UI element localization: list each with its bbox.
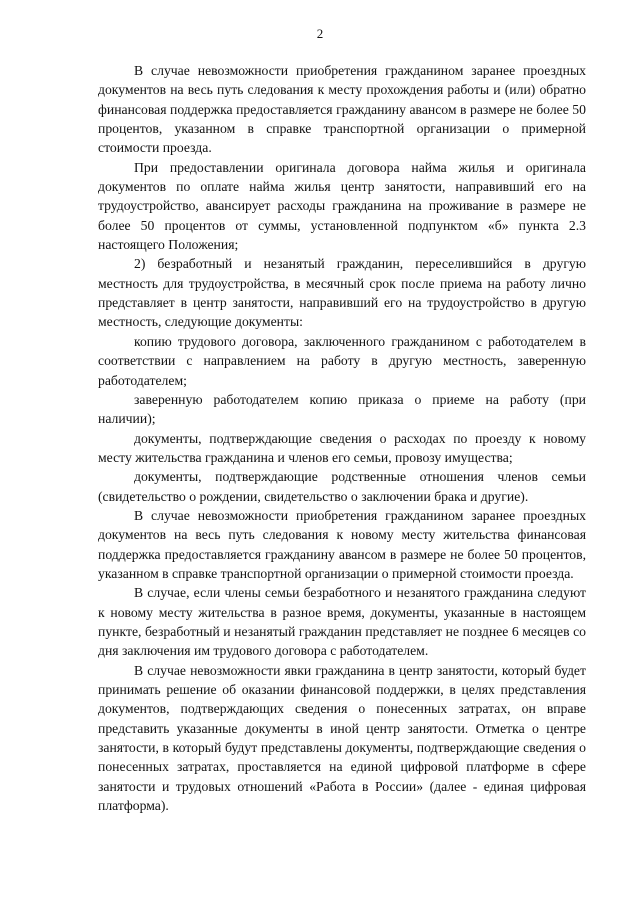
- paragraph-employment-contract-copy: копию трудового договора, заключенного гражданином с работодателем в соответствии с направлением на работу в другую местность, заверенную работодателем;: [98, 333, 586, 388]
- paragraph-advance-travel-work: В случае невозможности приобретения гражданином заранее проездных документов на весь путь следования к месту прохождения работы и (или) обратно финансовая поддержка предоставляется гражданину авансом в размере не более 50 процентов, указанном в справке транспортной организации о примерной стоимости проезда.: [98, 63, 586, 156]
- paragraph-hiring-order-copy: заверенную работодателем копию приказа о приеме на работу (при наличии);: [98, 391, 586, 427]
- paragraph-family-relation-documents: документы, подтверждающие родственные отношения членов семьи (свидетельство о рождении, свидетельство о заключении брака и другие).: [98, 469, 586, 504]
- document-body: [98, 61, 586, 815]
- paragraph-advance-travel-residence: В случае невозможности приобретения гражданином заранее проездных документов на весь путь следования к новому месту жительства финансовая поддержка предоставляется гражданину авансом в размере не более 50 процентов, указанном в справке транспортной организации о примерной стоимости проезда.: [98, 507, 586, 581]
- paragraph-item-2-documents: 2) безработный и незанятый гражданин, переселившийся в другую местность для трудоустройства, в месячный срок после приема на работу лично представляет в центр занятости, направивший его на трудоустройство в другую местность, следующие документы:: [98, 256, 586, 330]
- page-number: 2: [316, 26, 324, 41]
- paragraph-family-separate-travel: В случае, если члены семьи безработного и незанятого гражданина следуют к новому месту жительства в разное время, документы, указанные в настоящем пункте, безработный и незанятый гражданин представляет не позднее 6 месяцев со дня заключения им трудового договора с работодателем.: [98, 585, 586, 659]
- paragraph-travel-expense-documents: документы, подтверждающие сведения о расходах по проезду к новому месту жительства гражданина и членов его семьи, провозу имущества;: [98, 430, 586, 465]
- paragraph-other-employment-center: В случае невозможности явки гражданина в центр занятости, который будет принимать решение об оказании финансовой поддержки, в целях представления документов, подтверждающих сведения о понесенных затратах, он вправе представить указанные документы в иной центр занятости. Отметка о центре занятости, в который будут представлены документы, подтверждающие сведения о понесенных затратах, проставляется на единой цифровой платформе в сфере занятости и трудовых отношений «Работа в России» (далее - единая цифровая платформа).: [98, 662, 586, 814]
- paragraph-housing-advance: При предоставлении оригинала договора найма жилья и оригинала документов по оплате найма жилья центр занятости, направивший его на трудоустройство, авансирует расходы гражданина на проживание в размере не более 50 процентов от суммы, установленной подпунктом «б» пункта 2.3 настоящего Положения;: [98, 159, 586, 253]
